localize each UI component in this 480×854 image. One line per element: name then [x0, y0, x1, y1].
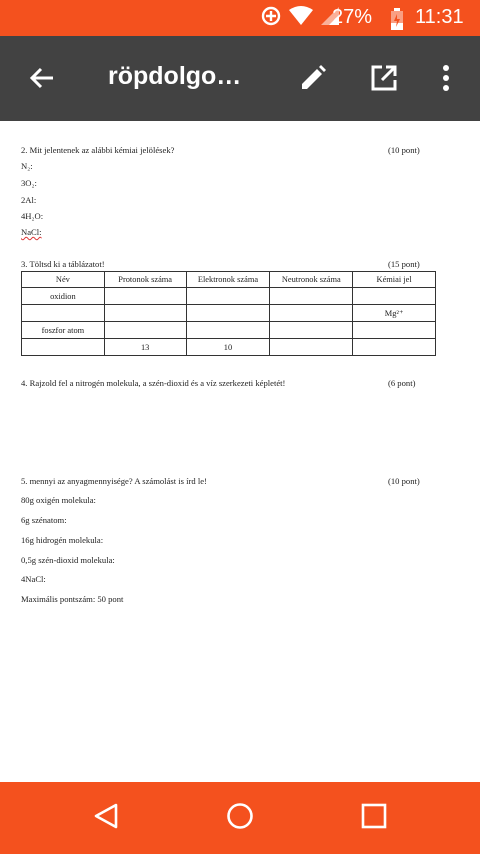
q2-item: 3O₂:	[21, 178, 37, 188]
table-cell: Mg²⁺	[353, 305, 436, 322]
q5-item: 16g hidrogén molekula:	[21, 535, 104, 545]
q5-item: 80g oxigén molekula:	[21, 495, 96, 505]
table-cell	[353, 288, 436, 305]
status-icons	[260, 8, 340, 28]
back-triangle-icon	[93, 802, 119, 835]
clock: 11:31	[415, 6, 464, 28]
wifi-icon	[288, 6, 314, 31]
table-cell	[353, 322, 436, 339]
q2-item: NaCl:	[21, 227, 42, 237]
table-header-row	[22, 272, 436, 288]
q3-points: (15 pont)	[388, 259, 420, 269]
table-cell	[22, 339, 105, 356]
home-circle-icon	[226, 802, 254, 835]
table-cell	[186, 288, 270, 305]
document-title: röpdolgo…	[108, 62, 242, 90]
q5-title: 5. mennyi az anyagmennyisége? A számolást is írd le!	[21, 476, 207, 486]
table-row	[22, 305, 436, 322]
table-row	[22, 339, 436, 356]
q3-title: 3. Töltsd ki a táblázatot!	[21, 259, 105, 269]
app-toolbar	[0, 36, 480, 121]
table-cell	[104, 322, 186, 339]
table-cell	[104, 305, 186, 322]
max-score: Maximális pontszám: 50 pont	[21, 594, 124, 604]
q2-points: (10 pont)	[388, 145, 420, 155]
open-external-icon	[370, 64, 398, 97]
table-cell: foszfor atom	[22, 322, 105, 339]
q4-title: 4. Rajzold fel a nitrogén molekula, a szén-dioxid és a víz szerkezeti képletét!	[21, 378, 286, 388]
column-header: Név	[22, 272, 105, 288]
table-cell	[270, 288, 353, 305]
column-header: Protonok száma	[104, 272, 186, 288]
q5-item: 6g szénatom:	[21, 515, 67, 525]
open-external-button[interactable]	[360, 56, 408, 104]
edit-pencil-icon	[298, 63, 328, 98]
column-header: Elektronok száma	[186, 272, 270, 288]
more-options-button[interactable]	[422, 56, 470, 104]
nav-recents-button[interactable]	[350, 796, 398, 840]
table-row	[22, 288, 436, 305]
nav-home-button[interactable]	[216, 796, 264, 840]
table-cell: oxidion	[22, 288, 105, 305]
q2-title: 2. Mit jelentenek az alábbi kémiai jelölések?	[21, 145, 175, 155]
nav-back-button[interactable]	[82, 796, 130, 840]
table-cell	[22, 305, 105, 322]
table-cell	[104, 288, 186, 305]
battery-percent: 27%	[332, 6, 373, 28]
q2-item: 4H₂O:	[21, 211, 44, 221]
status-bar	[0, 0, 480, 36]
table-cell	[186, 305, 270, 322]
column-header: Kémiai jel	[353, 272, 436, 288]
table-cell	[186, 322, 270, 339]
back-button[interactable]	[18, 56, 66, 104]
table-cell: 13	[104, 339, 186, 356]
back-arrow-icon	[28, 64, 56, 97]
recents-square-icon	[361, 803, 387, 834]
q5-item: 4NaCl:	[21, 574, 46, 584]
q2-item: N₂:	[21, 161, 33, 171]
q2-item: 2Al:	[21, 195, 37, 205]
edit-button[interactable]	[289, 56, 337, 104]
q5-item: 0,5g szén-dioxid molekula:	[21, 555, 115, 565]
table-cell	[353, 339, 436, 356]
q4-points: (6 pont)	[388, 378, 416, 388]
table-cell	[270, 339, 353, 356]
q5-points: (10 pont)	[388, 476, 420, 486]
battery-charging-icon	[390, 8, 404, 35]
table-cell: 10	[186, 339, 270, 356]
data-saver-icon	[260, 5, 282, 32]
table-cell	[270, 305, 353, 322]
document-page[interactable]	[0, 121, 480, 782]
table-row	[22, 322, 436, 339]
table-cell	[270, 322, 353, 339]
more-vert-icon	[442, 65, 450, 96]
data-table	[21, 271, 436, 356]
system-nav-bar	[0, 782, 480, 854]
column-header: Neutronok száma	[270, 272, 353, 288]
